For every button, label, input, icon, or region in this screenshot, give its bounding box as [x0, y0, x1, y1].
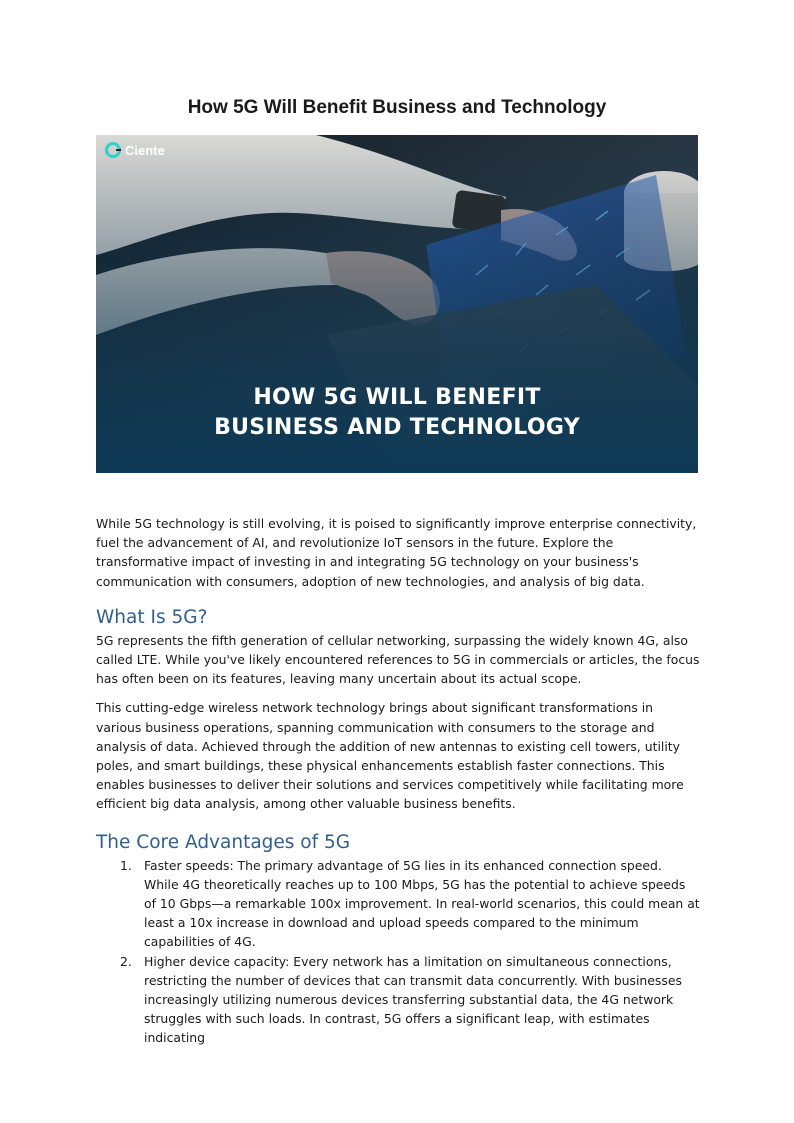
hero-heading-line-1: HOW 5G WILL BENEFIT [253, 385, 541, 410]
list-item-text: Faster speeds: The primary advantage of 5G lies in its enhanced connection speed. While 4G theoretically reaches up to 100 Mbps, 5G has the potential to achieve speeds of 10 Gbps—a remarkable 100x improvement. In real-world scenarios, this could mean at least a 10x increase in download and upload speeds compared to the minimum capabilities of 4G. [144, 857, 700, 950]
list-number: 2. [120, 953, 132, 969]
intro-paragraph: While 5G technology is still evolving, it is poised to significantly improve enterprise connectivity, fuel the advancement of AI, and revolutionize IoT sensors in the future. Explore the transformative impact of investing in and integrating 5G technology on your business's communication with consumers, adoption of new technologies, and analysis of big data. [96, 516, 697, 589]
list-item [96, 856, 700, 952]
paragraph: 5G represents the fifth generation of cellular networking, surpassing the widely known 4G, also called LTE. While you've likely encountered references to 5G in commercials or articles, the focus has often been on its features, leaving many uncertain about its actual scope. [96, 632, 700, 687]
ciente-logo [105, 142, 165, 158]
hero-image [96, 135, 698, 473]
advantages-list [96, 856, 700, 1048]
section-heading-core-advantages: The Core Advantages of 5G [96, 831, 351, 853]
section-heading-what-is-5g: What Is 5G? [96, 606, 208, 628]
paragraph: This cutting-edge wireless network technology brings about significant transformations in various business operations, spanning communication with consumers to the storage and analysis of data. Achieved through the addition of new antennas to existing cell towers, utility poles, and smart buildings, these physical enhancements establish faster connections. This enables businesses to deliver their solutions and services competitively while facilitating more efficient big data analysis, among other valuable business benefits. [96, 700, 684, 812]
logo-text: Ciente [125, 142, 165, 158]
article-body [96, 514, 700, 1048]
hero-heading-line-2: BUSINESS AND TECHNOLOGY [214, 415, 580, 440]
list-number: 1. [120, 857, 132, 873]
list-item [96, 952, 700, 1048]
document-title: How 5G Will Benefit Business and Technology [187, 97, 607, 118]
ciente-logo-icon [105, 142, 121, 158]
hero-heading [96, 383, 698, 443]
list-item-text: Higher device capacity: Every network has a limitation on simultaneous connections, restricting the number of devices that can transmit data concurrently. With businesses increasingly utilizing numerous devices transferring substantial data, the 4G network struggles with such loads. In contrast, 5G offers a significant leap, with estimates indicating [144, 953, 682, 1046]
